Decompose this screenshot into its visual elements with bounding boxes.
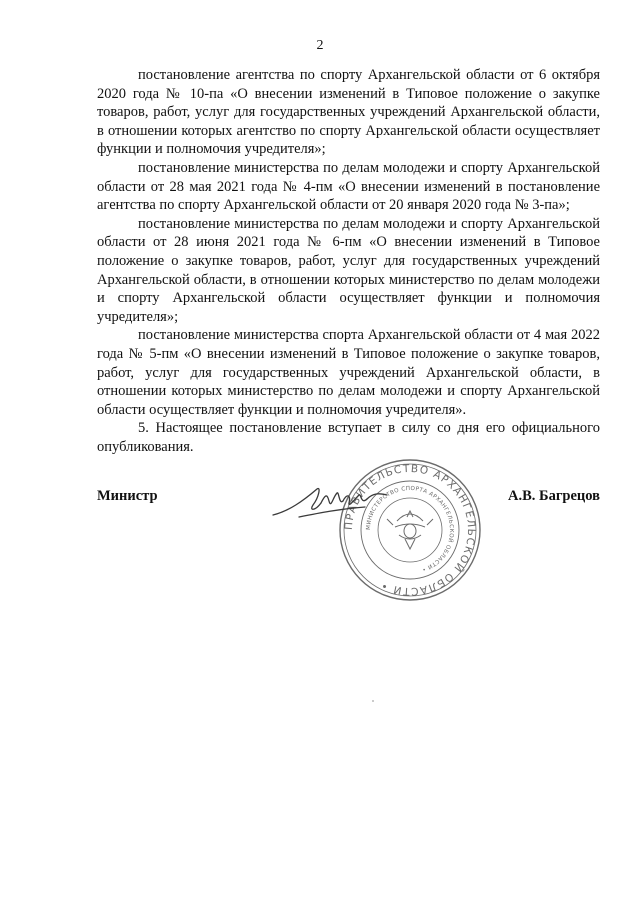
paragraph-effective-date: 5. Настоящее постановление вступает в силу со дня его официального опубликования. — [97, 420, 600, 455]
signature-block — [97, 455, 600, 615]
handwritten-signature — [269, 475, 399, 525]
paragraph-decree-agency-2020: постановление агентства по спорту Архангельской области от 6 октября 2020 года № 10-па «О внесении изменений в Типовое положение о закупке товаров, работ, услуг для государственных учреждений Архангельской области, в отношении которых агентство по спорту Архангельской области осуществляет функции и полномочия учредителя»; — [97, 67, 600, 158]
document-body — [97, 66, 600, 456]
scan-speck — [372, 700, 374, 702]
page-number: 2 — [316, 38, 324, 53]
signer-title: Министр — [97, 488, 158, 504]
svg-text:ПРАВИТЕЛЬСТВО АРХАНГЕЛЬСКОЙ ОБ: ПРАВИТЕЛЬСТВО АРХАНГЕЛЬСКОЙ ОБЛАСТИ • — [342, 462, 478, 598]
paragraph-decree-ministry-june-2021: постановление министерства по делам молодежи и спорту Архангельской области от 28 июня 2021 года № 6-пм «О внесении изменений в Типовое положение о закупке товаров, работ, услуг для государственных учреждений Архангельской области, в отношении которых министерство по делам молодежи и спорту Архангельской области осуществляет функции и полномочия учредителя»; — [97, 215, 600, 325]
paragraph-decree-ministry-may-2022: постановление министерства спорта Архангельской области от 4 мая 2022 года № 5-пм «О внесении изменений в Типовое положение о закупке товаров, работ, услуг для государственных учреждений Архангельской области, в отношении которых министерство по делам молодежи и спорту Архангельской области осуществляет функции и полномочия учредителя». — [97, 327, 600, 418]
svg-text:МИНИСТЕРСТВО СПОРТА АРХАНГЕЛЬС: МИНИСТЕРСТВО СПОРТА АРХАНГЕЛЬСКОЙ ОБЛАСТИ • — [365, 485, 455, 573]
paragraph-decree-ministry-may-2021: постановление министерства по делам молодежи и спорту Архангельской области от 28 мая 2021 года № 4-пм «О внесении изменений в постановление агентства по спорту Архангельской области от 20 января 2020 года № 3-па»; — [97, 159, 600, 214]
signer-name: А.В. Багрецов — [507, 488, 600, 504]
